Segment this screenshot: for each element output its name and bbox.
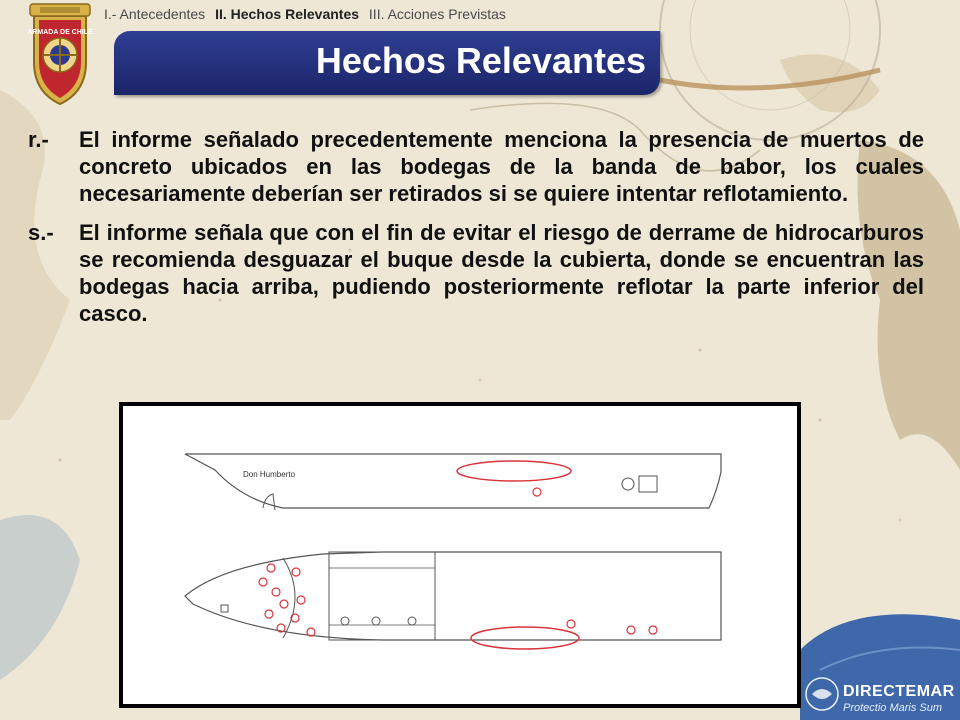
breadcrumb-item-hechos-relevantes[interactable]: II. Hechos Relevantes xyxy=(215,6,360,22)
title-bar xyxy=(114,31,660,95)
footer-motto: Protectio Maris Sum xyxy=(843,702,943,714)
armada-crest-logo xyxy=(22,0,98,106)
breadcrumb-item-antecedentes[interactable]: I.- Antecedentes xyxy=(104,6,206,22)
svg-text:ARMADA DE CHILE: ARMADA DE CHILE xyxy=(27,29,93,36)
breadcrumb-item-acciones-previstas[interactable]: III. Acciones Previstas xyxy=(368,6,506,22)
content-list xyxy=(28,126,924,339)
directemar-logo xyxy=(800,660,960,720)
hull-top-view xyxy=(185,552,721,640)
ship-diagram-figure xyxy=(119,402,801,708)
list-item-r xyxy=(28,126,924,207)
item-label: r.- xyxy=(28,127,49,152)
ship-diagram xyxy=(123,406,797,704)
item-label: s.- xyxy=(28,220,54,245)
ship-name-label: Don Humberto xyxy=(243,470,296,479)
item-text: El informe señalado precedentemente menciona la presencia de muertos de concreto ubicados en las bodegas de la banda de babor, los cuales necesariamente deberían ser retirados si se quiere intentar reflotamiento. xyxy=(79,127,924,206)
breadcrumb xyxy=(104,6,512,26)
footer-brand: DIRECTEMAR xyxy=(843,683,955,700)
item-text: El informe señala que con el fin de evitar el riesgo de derrame de hidrocarburos se recomienda desguazar el buque desde la cubierta, donde se encuentran las bodegas hacia arriba, pudiendo posteriormente reflotar la parte inferior del casco. xyxy=(79,220,924,326)
page-title: Hechos Relevantes xyxy=(315,40,646,81)
list-item-s xyxy=(28,219,924,327)
